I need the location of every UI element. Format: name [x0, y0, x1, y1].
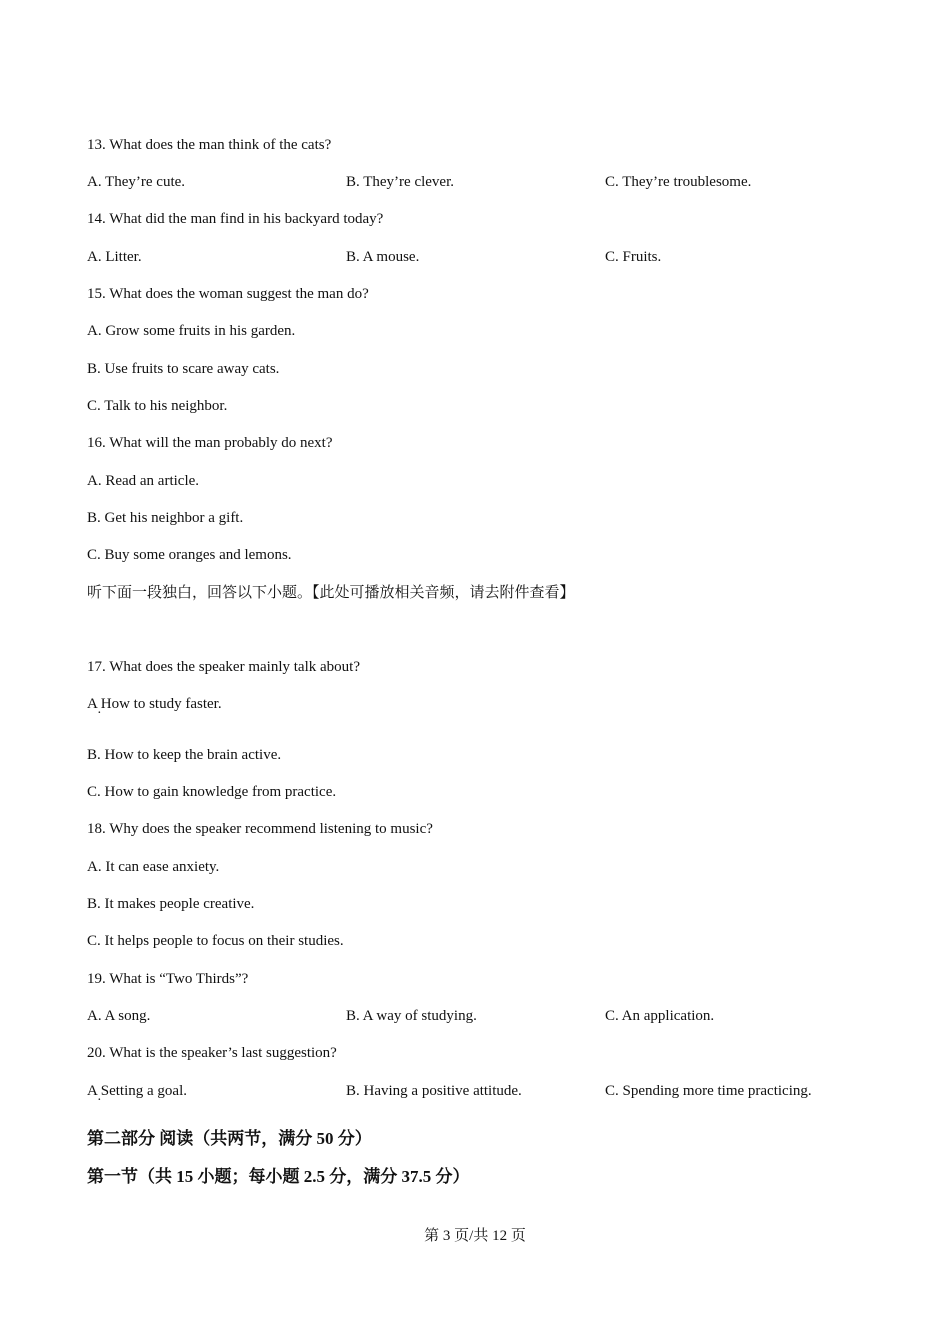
question-17: 17. What does the speaker mainly talk about?	[87, 659, 360, 675]
option-18c: C. It helps people to focus on their studies.	[87, 933, 344, 949]
section-heading: 第二部分 阅读（共两节，满分 50 分）	[87, 1129, 372, 1148]
question-18: 18. Why does the speaker recommend listening to music?	[87, 821, 433, 837]
option-17b: B. How to keep the brain active.	[87, 747, 282, 763]
instruction: 听下面一段独白，回答以下小题。【此处可播放相关音频，请去附件查看】	[87, 585, 575, 601]
option-a: A. They’re cute.	[87, 174, 186, 190]
option-c: C. They’re troublesome.	[605, 174, 752, 190]
question-13: 13. What does the man think of the cats?	[87, 137, 332, 153]
option-15a: A. Grow some fruits in his garden.	[87, 323, 296, 339]
question-19: 19. What is “Two Thirds”?	[87, 971, 249, 987]
option-a: A. Litter.	[87, 249, 142, 265]
option-b: B. A way of studying.	[346, 1008, 477, 1024]
option-16a: A. Read an article.	[87, 473, 200, 489]
options-13	[87, 172, 887, 192]
options-19	[87, 1006, 887, 1026]
subsection-heading: 第一节（共 15 小题；每小题 2.5 分，满分 37.5 分）	[87, 1167, 470, 1186]
question-16: 16. What will the man probably do next?	[87, 435, 333, 451]
options-14	[87, 247, 887, 267]
option-15c: C. Talk to his neighbor.	[87, 398, 228, 414]
option-b: B. Having a positive attitude.	[346, 1083, 522, 1099]
option-b: B. A mouse.	[346, 249, 420, 265]
option-c: C. Spending more time practicing.	[605, 1083, 812, 1099]
option-16c: C. Buy some oranges and lemons.	[87, 547, 292, 563]
question-20: 20. What is the speaker’s last suggestion?	[87, 1045, 337, 1061]
option-16b: B. Get his neighbor a gift.	[87, 510, 244, 526]
question-15: 15. What does the woman suggest the man do?	[87, 286, 369, 302]
option-17c: C. How to gain knowledge from practice.	[87, 784, 337, 800]
option-a: A. A song.	[87, 1008, 151, 1024]
option-c: C. Fruits.	[605, 249, 662, 265]
option-18b: B. It makes people creative.	[87, 896, 255, 912]
options-20	[87, 1081, 887, 1101]
option-a: A Setting a goal. ·	[87, 1081, 187, 1101]
option-b: B. They’re clever.	[346, 174, 455, 190]
question-14: 14. What did the man find in his backyard today?	[87, 211, 384, 227]
page-footer: 第 3 页/共 12 页	[424, 1228, 526, 1244]
option-17a: A How to study faster. ·	[87, 694, 950, 714]
option-c: C. An application.	[605, 1008, 715, 1024]
option-18a: A. It can ease anxiety.	[87, 859, 220, 875]
option-15b: B. Use fruits to scare away cats.	[87, 361, 280, 377]
